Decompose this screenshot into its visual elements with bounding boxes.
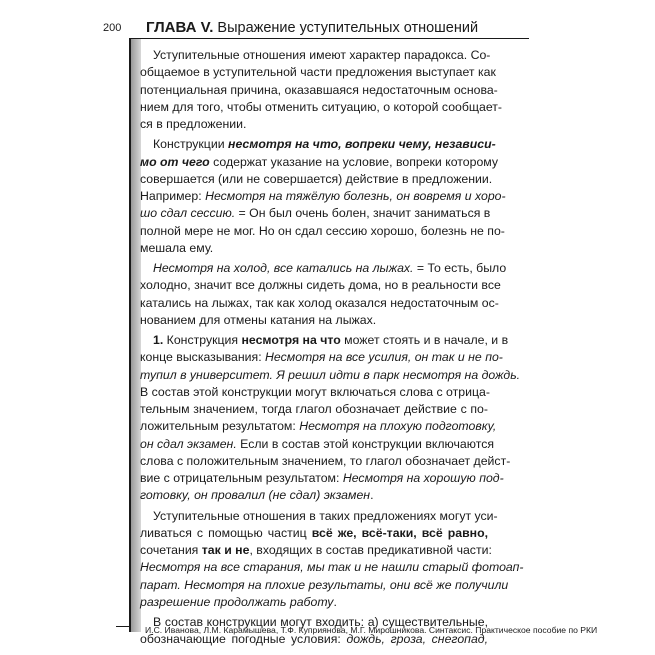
text-line: 1. Конструкция несмотря на что может стоять и в начале, и в xyxy=(153,333,509,347)
example-text: парат. Несмотря на плохие результаты, они всё же получили xyxy=(140,577,509,592)
example-text: Несмотря на все старания, мы так и не нашли старый фотоап- xyxy=(140,560,524,575)
text-line: Конструкции несмотря на что, вопреки чему, независи- xyxy=(153,137,496,152)
example-text: Несмотря на плохую подготовку, xyxy=(299,419,497,434)
text-line: ся в предложении. xyxy=(140,117,247,131)
text-line: холодно, значит все должны сидеть дома, но в реальности все xyxy=(140,278,501,293)
text-line: общаемое в уступительной части предложения выступает как xyxy=(140,65,496,80)
particle-term: так и не xyxy=(201,543,250,557)
chapter-label: ГЛАВА V. xyxy=(146,19,214,36)
text-line: разрешение продолжать работу. xyxy=(140,594,337,609)
text-line: мешала ему. xyxy=(140,240,214,255)
text-line: обозначающие погодные условия: дождь, гроза, снегопад, xyxy=(140,632,488,647)
construction-term: несмотря на что, вопреки чему, независи- xyxy=(228,137,496,152)
text-line: В состав этой конструкции могут включаться слова с отрица- xyxy=(140,384,490,399)
example-text: готовку, он провалил (не сдал) экзамен xyxy=(140,488,371,503)
text-line: он сдал экзамен. Если в состав этой конструкции включаются xyxy=(140,436,494,451)
text-line: тельным значением, тогда глагол обозначает действие с по- xyxy=(140,402,488,416)
footer-rule xyxy=(116,626,130,627)
page-footer: И.С. Иванова, Л.М. Карамышева, Т.Ф. Куприянова, М.Г. Мирошникова. Синтаксис. Практическое пособие по РКИ xyxy=(145,625,598,635)
text-line: слова с положительным значением, то глагол обозначает дейст- xyxy=(140,453,511,468)
text-line: готовку, он провалил (не сдал) экзамен. xyxy=(140,488,374,503)
example-text: Несмотря на холод, все катались на лыжах. xyxy=(153,261,414,275)
construction-term: мо от чего xyxy=(140,154,210,169)
section-number: 1. xyxy=(153,333,164,347)
text-line xyxy=(140,367,521,384)
text-line: нованием для отмены катания на лыжах. xyxy=(140,312,377,327)
text-line: мо от чего содержат указание на условие, вопреки которому xyxy=(140,154,499,169)
text-line: шо сдал сессию. = Он был очень болен, значит заниматься в xyxy=(140,206,491,221)
text-line xyxy=(140,577,509,594)
text-line: Несмотря на холод, все катались на лыжах. = То есть, было xyxy=(153,261,507,275)
header-rule xyxy=(129,38,529,39)
page-number: 200 xyxy=(103,22,122,34)
text-line: сочетания так и не, входящих в состав предикативной части: xyxy=(140,543,492,557)
text-line xyxy=(140,559,524,576)
text-line: Например: Несмотря на тяжёлую болезнь, он вовремя и хоро- xyxy=(140,189,506,203)
text-line: полной мере не мог. Но он сдал сессию хорошо, болезнь не по- xyxy=(140,223,505,238)
text-line: совершается (или не совершается) действие в предложении. xyxy=(140,171,493,186)
example-text: тупил в университет. Я решил идти в парк несмотря на дождь. xyxy=(140,367,521,382)
text-line: В состав конструкции могут входить: а) существительные, xyxy=(153,615,488,629)
chapter-heading xyxy=(146,19,478,36)
example-text: Несмотря на тяжёлую болезнь, он вовремя и хоро- xyxy=(205,189,506,203)
text-line: ложительным результатом: Несмотря на плохую подготовку, xyxy=(140,419,497,434)
text-line: нием для того, чтобы отменить ситуацию, о которой сообщает- xyxy=(140,99,503,114)
example-text: Несмотря на все усилия, он так и не по- xyxy=(265,350,503,365)
body-text xyxy=(140,47,524,649)
example-text: дождь, гроза, снегопад, xyxy=(346,632,488,647)
text-line: потенциальная причина, оказавшаяся недостаточным основа- xyxy=(140,82,498,97)
example-text: шо сдал сессию. xyxy=(140,206,236,221)
text-line: ливаться с помощью частиц всё же, всё-таки, всё равно, xyxy=(140,525,488,540)
text-line: вие с отрицательным результатом: Несмотря на хорошую под- xyxy=(140,471,504,485)
text-line: конце высказывания: Несмотря на все усилия, он так и не по- xyxy=(140,350,503,365)
text-line: катались на лыжах, так как холод оказался недостаточным ос- xyxy=(140,295,499,310)
text-line: Уступительные отношения в таких предложениях могут уси- xyxy=(153,508,498,523)
particle-term: всё же, всё-таки, всё равно, xyxy=(311,525,488,540)
example-text: он сдал экзамен. xyxy=(140,436,237,451)
text-line: Уступительные отношения имеют характер парадокса. Со- xyxy=(153,48,491,62)
example-text: разрешение продолжать работу xyxy=(140,594,334,609)
example-text: Несмотря на хорошую под- xyxy=(342,471,504,485)
construction-term: несмотря на что xyxy=(241,333,341,347)
chapter-title: Выражение уступительных отношений xyxy=(217,20,479,36)
